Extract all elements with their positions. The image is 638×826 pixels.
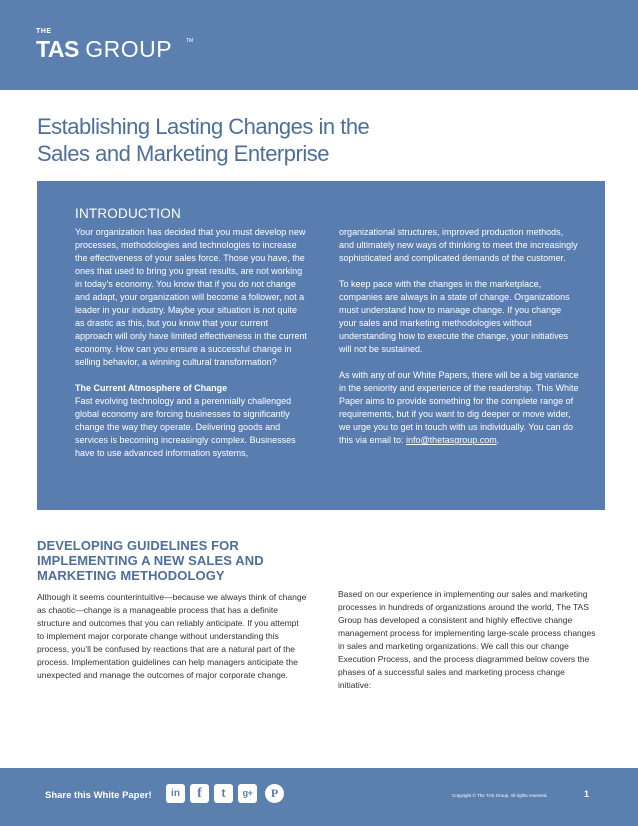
section-left-paragraph: Although it seems counterintuitive—because we always think of change as chaotic—change is a manageable process that has a definite structure and outcomes that you can reliably anticipate. If you attempt to implement major corporate change without understanding this process, you’ll be confused by reactions that are a natural part of the process. Implementation guidelines can help managers anticipate the unexpected and manage the outcomes of major corporate change. <box>37 592 307 680</box>
twitter-icon[interactable]: t <box>214 784 233 803</box>
pinterest-icon[interactable]: P <box>265 784 284 803</box>
page-title-line-2: Sales and Marketing Enterprise <box>37 141 329 166</box>
keep-pace-paragraph: To keep pace with the changes in the marketplace, companies are always in a state of change. Organizations must understand how to manage change. If you change your sales and marketing methodologies without understanding how to execute the change, your initiatives will not be sustained. <box>339 279 570 354</box>
googleplus-icon[interactable]: g+ <box>238 784 257 803</box>
facebook-icon[interactable]: f <box>190 784 209 803</box>
header-band <box>0 0 638 90</box>
logo-tas-text: TAS <box>36 36 79 62</box>
contact-email-link[interactable]: info@thetasgroup.com <box>406 435 497 445</box>
logo-the-text: THE <box>36 28 52 35</box>
current-atmosphere-subheading: The Current Atmosphere of Change <box>75 383 228 393</box>
section-right-paragraph: Based on our experience in implementing our sales and marketing processes in hundreds of organizations around the world, The TAS Group has developed a consistent and highly effective change management process for implementing large-scale process changes in sales and marketing organizations. We call this our change Execution Process, and the process diagrammed below covers the phases of a successful sales and marketing process change initiative: <box>338 589 596 690</box>
copyright-text: Copyright © The TAS Group. All rights reserved. <box>452 793 548 798</box>
logo-group-text: GROUP <box>85 36 173 62</box>
footer-band <box>0 768 638 826</box>
introduction-right-column <box>339 226 579 460</box>
introduction-box <box>37 181 605 510</box>
introduction-left-column <box>75 226 307 473</box>
page-number: 1 <box>584 789 590 799</box>
introduction-heading: INTRODUCTION <box>75 206 181 221</box>
section-heading: DEVELOPING GUIDELINES FOR IMPLEMENTING A NEW SALES AND MARKETING METHODOLOGY <box>37 538 264 583</box>
current-atmosphere-paragraph: Fast evolving technology and a perennially challenged global economy are forcing businesses to significantly change the way they operate. Delivering goods and services is becoming increasingly complex. Businesses have to use advanced information systems, <box>75 396 296 458</box>
introduction-paragraph: Your organization has decided that you must develop new processes, methodologies and technologies to increase the effectiveness of your sales force. Those you have, the ones that used to bring you great results, are not working in today’s economy. You know that if you do not change and adapt, your organization will become a follower, not a leader in your industry. Maybe your situation is not quite as drastic as this, but you know that your current approach will only have limited effectiveness in the current economy. How can you ensure a successful change in selling behavior, a winning cultural transformation? <box>75 227 307 367</box>
page-title <box>37 113 557 167</box>
email-suffix: . <box>496 435 500 445</box>
linkedin-icon[interactable]: in <box>166 784 185 803</box>
page-title-line-1: Establishing Lasting Changes in the <box>37 114 370 139</box>
logo-trademark: TM <box>186 38 194 44</box>
logo-wordmark <box>36 37 172 61</box>
white-papers-text: As with any of our White Papers, there will be a big variance in the seniority and experience of the readership. This White Paper aims to provide something for the complete range of requirements, but if you want to dig deeper or move wider, we urge you to get in touch with us individually. You can do this via email to: <box>339 370 579 445</box>
share-label: Share this White Paper! <box>45 790 152 801</box>
organizational-structures-paragraph: organizational structures, improved production methods, and ultimately new ways of thinking to meet the increasingly sophisticated and complicated demands of the customer. <box>339 227 578 263</box>
white-papers-paragraph <box>339 369 579 447</box>
